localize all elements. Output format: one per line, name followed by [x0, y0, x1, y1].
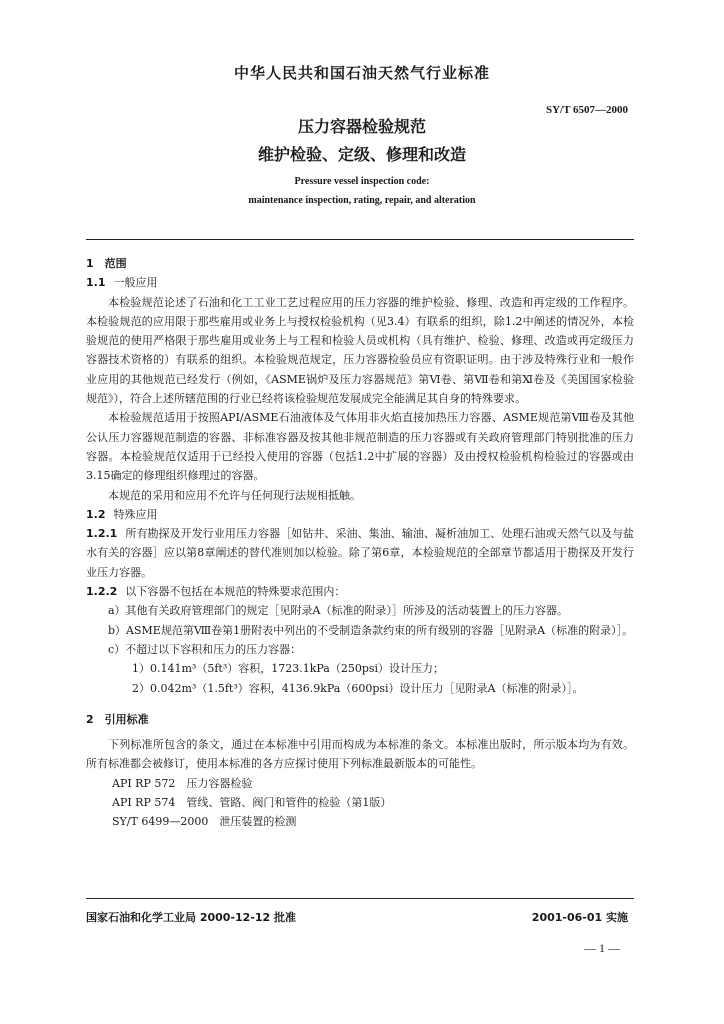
page-number: — 1 — — [584, 941, 620, 955]
clause-1-2-1 — [86, 524, 634, 582]
clause-number: 1.2.2 — [86, 585, 118, 599]
list-item-c: c）不超过以下容积和压力的压力容器： — [108, 642, 302, 656]
english-title-line1: Pressure vessel inspection code: — [294, 176, 430, 187]
list-item-b: b）ASME规范第Ⅷ卷第1册附表中列出的不受制造条款约束的所有级别的容器［见附录A（标准的附录）］。 — [108, 623, 634, 637]
reference-item: API RP 574 管线、管路、阀门和管件的检验（第1版） — [112, 796, 392, 810]
paragraph-scope-2: 本检验规范适用于按照API/ASME石油液体及气体用非火焰直接加热压力容器、ASME规范第Ⅷ卷及其他公认压力容器规范制造的容器、非标准容器及按其他非规范制造的压力容器或有关政府管理部门特别批准的压力容器。本检验规范仅适用于已经投入使用的容器（包括1.2中扩展的容器）及由授权检验机构检验过的容器或由3.15确定的修理组织修理过的容器。 — [86, 411, 634, 483]
reference-item: API RP 572 压力容器检验 — [112, 776, 253, 790]
footer-divider — [86, 898, 634, 899]
document-subtitle: 维护检验、定级、修理和改造 — [257, 145, 466, 164]
section-2-heading: 2 引用标准 — [86, 712, 149, 726]
section-1-heading: 1 范围 — [86, 257, 127, 270]
list-item-a: a）其他有关政府管理部门的规定［见附录A（标准的附录）］所涉及的活动装置上的压力容器。 — [108, 604, 568, 618]
paragraph-scope-3: 本规范的采用和应用不允许与任何现行法规相抵触。 — [108, 488, 361, 502]
document-body — [86, 252, 634, 832]
paragraph-scope-1: 本检验规范论述了石油和化工工业工艺过程应用的压力容器的维护检验、修理、改造和再定级的工作程序。本检验规范的应用限于那些雇用或业务上与授权检验机构（见3.4）有联系的组织，除1.2中阐述的情况外，本检验规范的使用严格限于那些雇用或业务上与工程和检验人员或机构（具有维护、检验、修理、改造或再定级压力容器技术资格的）有联系的组织。本检验规范规定，压力容器检验员应有资职证明。由于涉及特殊行业和一般作业应用的其他规范已经发行（例如，《ASME锅炉及压力容器规范》第Ⅵ卷、第Ⅶ卷和第Ⅺ卷及《美国国家检验规范》），符合上述所辖范围的行业已经将该检验规范发展成完全能满足其自身的特殊要求。 — [86, 295, 634, 406]
section-title: 特殊应用 — [113, 507, 158, 521]
english-title-line2: maintenance inspection, rating, repair, and alteration — [248, 195, 476, 206]
header-divider — [86, 239, 634, 240]
section-1-2-heading — [86, 505, 634, 524]
effective-date: 2001-06-01 实施 — [531, 911, 628, 924]
paragraph-references: 下列标准所包含的条文，通过在本标准中引用而构成为本标准的条文。本标准出版时，所示版本均为有效。所有标准都会被修订，使用本标准的各方应探讨使用下列标准最新版本的可能性。 — [86, 738, 634, 771]
standard-code: SY/T 6507—2000 — [545, 104, 628, 116]
section-number: 1.1 — [86, 276, 106, 290]
approval-date: 国家石油和化学工业局 2000-12-12 批准 — [86, 911, 297, 924]
document-title: 压力容器检验规范 — [297, 117, 426, 136]
standard-type-header: 中华人民共和国石油天然气行业标准 — [233, 64, 490, 82]
section-number: 1.2 — [86, 507, 106, 521]
reference-item: SY/T 6499—2000 泄压装置的检测 — [112, 815, 297, 829]
clause-number: 1.2.1 — [86, 527, 118, 541]
list-item-c1: 1）0.141m³（5ft³）容积，1723.1kPa（250psi）设计压力； — [132, 662, 445, 676]
clause-text: 所有勘探及开发行业用压力容器［如钻井、采油、集油、输油、凝析油加工、处理石油或天然气以及与盐水有关的容器］应以第8章阐述的替代准则加以检验。除了第6章，本检验规范的全部章节都适用于勘探及开发行业压力容器。 — [86, 527, 634, 579]
section-1-1-heading — [86, 273, 634, 292]
list-item-c2: 2）0.042m³（1.5ft³）容积，4136.9kPa（600psi）设计压力［见附录A（标准的附录）］。 — [132, 681, 584, 695]
clause-1-2-2 — [86, 582, 634, 601]
clause-text: 以下容器不包括在本规范的特殊要求范围内： — [125, 585, 346, 599]
section-title: 一般应用 — [113, 276, 158, 290]
